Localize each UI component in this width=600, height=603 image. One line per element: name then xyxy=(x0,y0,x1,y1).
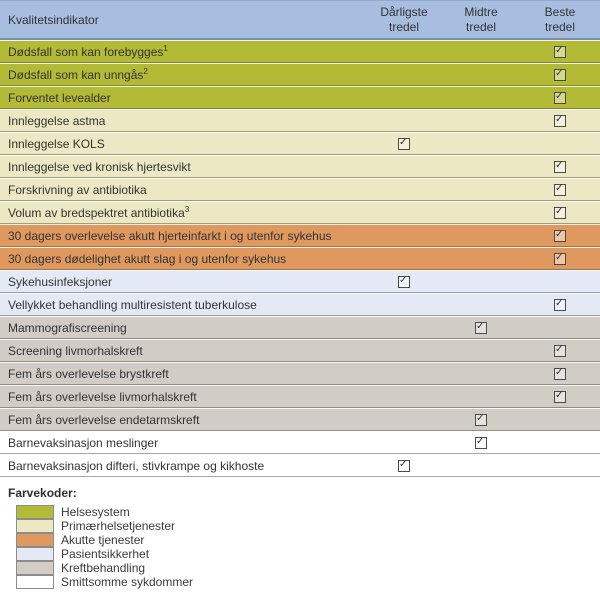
indicator-label-cell xyxy=(0,109,366,132)
indicator-label-cell xyxy=(0,408,366,431)
legend-item-label: Helsesystem xyxy=(61,505,130,519)
column-header-line1: Midtre xyxy=(464,4,498,19)
indicator-label-cell xyxy=(0,132,366,155)
row-label: Dødsfall som kan unngås xyxy=(8,67,144,82)
row-label: Fem års overlevelse endetarmskreft xyxy=(8,412,200,427)
cell-beste-tredel xyxy=(520,109,600,132)
cell-darligste-tredel xyxy=(366,293,442,316)
cell-midtre-tredel xyxy=(442,316,520,339)
indicator-label-cell xyxy=(0,224,366,247)
cell-midtre-tredel xyxy=(442,132,520,155)
footnote-marker: 1 xyxy=(163,43,168,53)
legend-item xyxy=(16,533,600,547)
cell-darligste-tredel xyxy=(366,63,442,86)
indicator-label-cell xyxy=(0,431,366,454)
indicator-label-cell xyxy=(0,63,366,86)
checked-checkbox-icon xyxy=(398,460,410,472)
checked-checkbox-icon xyxy=(398,276,410,288)
indicator-label-cell xyxy=(0,155,366,178)
indicator-label-cell xyxy=(0,293,366,316)
column-header-line2: tredel xyxy=(388,19,420,34)
indicator-label-cell xyxy=(0,86,366,109)
indicator-table-body xyxy=(0,40,600,477)
cell-beste-tredel xyxy=(520,201,600,224)
checked-checkbox-icon xyxy=(554,92,566,104)
check-mark-icon: ✓ xyxy=(399,275,408,287)
row-label: Sykehusinfeksjoner xyxy=(8,274,113,289)
checked-checkbox-icon xyxy=(398,138,410,150)
row-label: Fem års overlevelse brystkreft xyxy=(8,366,169,381)
cell-midtre-tredel xyxy=(442,339,520,362)
footnote-marker: 3 xyxy=(184,204,190,214)
row-label: Barnevaksinasjon difteri, stivkrampe og kikhoste xyxy=(8,458,265,473)
legend-title: Farvekoder: xyxy=(8,486,77,500)
cell-darligste-tredel xyxy=(366,178,442,201)
table-row xyxy=(0,362,600,385)
legend-color-swatch xyxy=(16,575,54,589)
checked-checkbox-icon xyxy=(554,184,566,196)
cell-midtre-tredel xyxy=(442,178,520,201)
cell-beste-tredel xyxy=(520,454,600,477)
checked-checkbox-icon xyxy=(475,414,487,426)
legend-items xyxy=(16,505,600,589)
check-mark-icon: ✓ xyxy=(555,206,564,218)
legend-item xyxy=(16,519,600,533)
legend-item-label: Primærhelsetjenester xyxy=(61,519,176,533)
cell-beste-tredel xyxy=(520,293,600,316)
cell-beste-tredel xyxy=(520,63,600,86)
table-row xyxy=(0,201,600,224)
checked-checkbox-icon xyxy=(554,115,566,127)
table-row xyxy=(0,454,600,477)
row-label: Vellykket behandling multiresistent tuberkulose xyxy=(8,297,257,312)
legend-item-label: Akutte tjenester xyxy=(61,533,145,547)
cell-beste-tredel xyxy=(520,270,600,293)
column-header-indicator: Kvalitetsindikator xyxy=(0,1,366,40)
table-row xyxy=(0,385,600,408)
column-header-line1: Dårligste xyxy=(380,4,428,19)
check-mark-icon: ✓ xyxy=(555,344,564,356)
legend-item xyxy=(16,561,600,575)
cell-midtre-tredel xyxy=(442,454,520,477)
indicator-label-cell xyxy=(0,178,366,201)
legend-color-swatch xyxy=(16,533,54,547)
cell-beste-tredel xyxy=(520,385,600,408)
table-row xyxy=(0,178,600,201)
row-label: Innleggelse KOLS xyxy=(8,136,105,151)
cell-beste-tredel xyxy=(520,224,600,247)
cell-darligste-tredel xyxy=(366,155,442,178)
check-mark-icon: ✓ xyxy=(555,229,564,241)
header-row xyxy=(0,1,600,40)
cell-beste-tredel xyxy=(520,431,600,454)
cell-midtre-tredel xyxy=(442,431,520,454)
cell-darligste-tredel xyxy=(366,247,442,270)
table-row xyxy=(0,431,600,454)
row-label: Innleggelse ved kronisk hjertesvikt xyxy=(8,159,191,174)
row-label: Dødsfall som kan forebygges xyxy=(8,44,164,59)
cell-darligste-tredel xyxy=(366,132,442,155)
cell-beste-tredel xyxy=(520,339,600,362)
indicator-label-cell xyxy=(0,339,366,362)
column-header-darligste-tredel xyxy=(366,1,442,40)
cell-beste-tredel xyxy=(520,40,600,63)
check-mark-icon: ✓ xyxy=(555,367,564,379)
row-label: Forskrivning av antibiotika xyxy=(8,182,147,197)
checked-checkbox-icon xyxy=(554,230,566,242)
row-label: 30 dagers overlevelse akutt hjerteinfarkt i og utenfor sykehus xyxy=(8,228,332,243)
cell-darligste-tredel xyxy=(366,362,442,385)
cell-darligste-tredel xyxy=(366,408,442,431)
table-row xyxy=(0,293,600,316)
legend-color-swatch xyxy=(16,519,54,533)
row-label: Fem års overlevelse livmorhalskreft xyxy=(8,389,197,404)
table-row xyxy=(0,109,600,132)
checked-checkbox-icon xyxy=(475,322,487,334)
table-row xyxy=(0,86,600,109)
legend-color-swatch xyxy=(16,547,54,561)
legend-item xyxy=(16,547,600,561)
legend-item xyxy=(16,505,600,519)
check-mark-icon: ✓ xyxy=(555,114,564,126)
indicator-label-cell xyxy=(0,40,366,63)
cell-darligste-tredel xyxy=(366,86,442,109)
indicator-label-cell xyxy=(0,270,366,293)
legend-item-label: Kreftbehandling xyxy=(61,561,146,575)
table-row xyxy=(0,408,600,431)
legend-color-swatch xyxy=(16,561,54,575)
checked-checkbox-icon xyxy=(554,207,566,219)
cell-darligste-tredel xyxy=(366,339,442,362)
cell-midtre-tredel xyxy=(442,247,520,270)
row-label: Forventet levealder xyxy=(8,90,111,105)
table-row xyxy=(0,224,600,247)
cell-beste-tredel xyxy=(520,155,600,178)
checked-checkbox-icon xyxy=(475,437,487,449)
column-header-line1: Beste xyxy=(544,4,576,19)
table-header xyxy=(0,1,600,40)
row-label: Barnevaksinasjon meslinger xyxy=(8,435,159,450)
cell-midtre-tredel xyxy=(442,201,520,224)
check-mark-icon: ✓ xyxy=(476,436,485,448)
footnote-marker: 2 xyxy=(143,66,148,76)
cell-beste-tredel xyxy=(520,362,600,385)
check-mark-icon: ✓ xyxy=(555,68,564,80)
checked-checkbox-icon xyxy=(554,161,566,173)
indicator-label-cell xyxy=(0,385,366,408)
check-mark-icon: ✓ xyxy=(555,183,564,195)
checked-checkbox-icon xyxy=(554,391,566,403)
cell-midtre-tredel xyxy=(442,408,520,431)
table-row xyxy=(0,339,600,362)
cell-midtre-tredel xyxy=(442,385,520,408)
indicator-label-cell xyxy=(0,247,366,270)
legend-color-swatch xyxy=(16,505,54,519)
check-mark-icon: ✓ xyxy=(555,45,564,57)
checked-checkbox-icon xyxy=(554,345,566,357)
check-mark-icon: ✓ xyxy=(399,459,408,471)
cell-darligste-tredel xyxy=(366,431,442,454)
column-header-beste-tredel xyxy=(520,1,600,40)
table-row xyxy=(0,155,600,178)
cell-midtre-tredel xyxy=(442,155,520,178)
table-row xyxy=(0,316,600,339)
cell-midtre-tredel xyxy=(442,63,520,86)
checked-checkbox-icon xyxy=(554,253,566,265)
table-row xyxy=(0,247,600,270)
table-row xyxy=(0,270,600,293)
cell-midtre-tredel xyxy=(442,270,520,293)
cell-beste-tredel xyxy=(520,132,600,155)
cell-beste-tredel xyxy=(520,408,600,431)
cell-beste-tredel xyxy=(520,247,600,270)
row-label: Volum av bredspektret antibiotika xyxy=(8,205,185,220)
indicator-label-cell xyxy=(0,454,366,477)
table-row xyxy=(0,63,600,86)
cell-beste-tredel xyxy=(520,316,600,339)
legend-item xyxy=(16,575,600,589)
checked-checkbox-icon xyxy=(554,69,566,81)
column-header-line2: tredel xyxy=(544,19,576,34)
column-header-midtre-tredel xyxy=(442,1,520,40)
cell-darligste-tredel xyxy=(366,385,442,408)
cell-midtre-tredel xyxy=(442,293,520,316)
indicator-label-cell xyxy=(0,201,366,224)
check-mark-icon: ✓ xyxy=(555,252,564,264)
check-mark-icon: ✓ xyxy=(476,321,485,333)
check-mark-icon: ✓ xyxy=(476,413,485,425)
cell-darligste-tredel xyxy=(366,109,442,132)
check-mark-icon: ✓ xyxy=(555,390,564,402)
row-label: Mammografiscreening xyxy=(8,320,127,335)
checked-checkbox-icon xyxy=(554,368,566,380)
cell-midtre-tredel xyxy=(442,224,520,247)
checked-checkbox-icon xyxy=(554,46,566,58)
legend xyxy=(0,486,600,589)
cell-darligste-tredel xyxy=(366,224,442,247)
table-row xyxy=(0,132,600,155)
cell-midtre-tredel xyxy=(442,86,520,109)
cell-midtre-tredel xyxy=(442,109,520,132)
check-mark-icon: ✓ xyxy=(555,91,564,103)
row-label: Screening livmorhalskreft xyxy=(8,343,143,358)
cell-midtre-tredel xyxy=(442,362,520,385)
cell-darligste-tredel xyxy=(366,454,442,477)
check-mark-icon: ✓ xyxy=(399,137,408,149)
cell-beste-tredel xyxy=(520,178,600,201)
column-header-line2: tredel xyxy=(465,19,497,34)
check-mark-icon: ✓ xyxy=(555,160,564,172)
table-row xyxy=(0,40,600,63)
row-label: 30 dagers dødelighet akutt slag i og utenfor sykehus xyxy=(8,251,287,266)
cell-midtre-tredel xyxy=(442,40,520,63)
cell-darligste-tredel xyxy=(366,40,442,63)
indicator-label-cell xyxy=(0,316,366,339)
row-label: Innleggelse astma xyxy=(8,113,106,128)
check-mark-icon: ✓ xyxy=(555,298,564,310)
cell-darligste-tredel xyxy=(366,316,442,339)
cell-beste-tredel xyxy=(520,86,600,109)
legend-item-label: Pasientsikkerhet xyxy=(61,547,150,561)
indicator-label-cell xyxy=(0,362,366,385)
cell-darligste-tredel xyxy=(366,201,442,224)
legend-item-label: Smittsomme sykdommer xyxy=(61,575,194,589)
checked-checkbox-icon xyxy=(554,299,566,311)
cell-darligste-tredel xyxy=(366,270,442,293)
